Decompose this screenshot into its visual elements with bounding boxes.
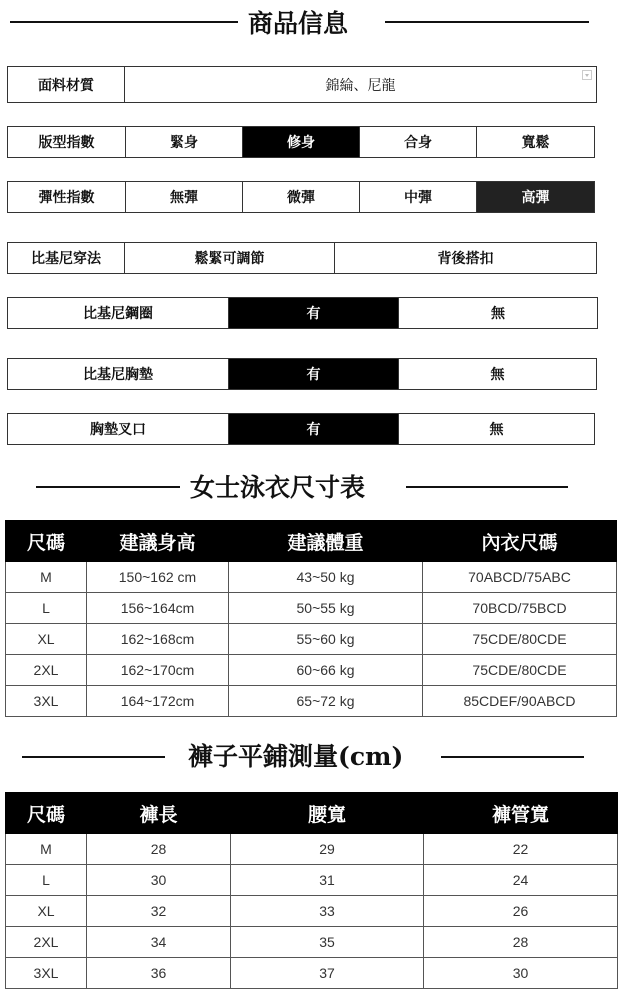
table-cell: 162~170cm [87, 655, 229, 686]
material-label: 面料材質 [8, 67, 125, 102]
table-cell: 43~50 kg [229, 562, 423, 593]
table-cell: 2XL [6, 927, 87, 958]
table-cell: 36 [87, 958, 231, 989]
table-cell: 164~172cm [87, 686, 229, 717]
bikini-pad-row [7, 358, 597, 390]
table-cell: 162~168cm [87, 624, 229, 655]
elasticity-option-medium: 中彈 [360, 182, 477, 212]
table-row [6, 927, 618, 958]
table-cell: 34 [87, 927, 231, 958]
fit-option-tight: 緊身 [126, 127, 243, 157]
elasticity-row [7, 181, 595, 213]
fit-option-loose: 寬鬆 [521, 135, 550, 151]
size-header-height: 建議身高 [87, 521, 229, 562]
heading-rule-right [441, 756, 584, 758]
pants-header-leg: 褲管寬 [424, 793, 618, 834]
table-cell: 3XL [6, 686, 87, 717]
table-cell: 2XL [6, 655, 87, 686]
table-cell: 156~164cm [87, 593, 229, 624]
table-cell: 60~66 kg [229, 655, 423, 686]
fit-label: 版型指數 [8, 127, 126, 157]
table-cell: L [6, 865, 87, 896]
table-cell: 33 [231, 896, 424, 927]
table-row [6, 655, 617, 686]
table-cell: 28 [424, 927, 618, 958]
pants-header-waist: 腰寬 [231, 793, 424, 834]
elasticity-option-none: 無彈 [126, 182, 243, 212]
pants-chart-heading [0, 730, 629, 776]
elasticity-label: 彈性指數 [8, 182, 126, 212]
size-header-size: 尺碼 [6, 521, 87, 562]
pants-chart-title: 褲子平鋪測量(cm) [188, 742, 404, 771]
pants-table [5, 792, 618, 989]
heading-rule-right [385, 21, 589, 23]
heading-rule-right [406, 486, 568, 488]
material-row [7, 66, 597, 103]
table-row [6, 593, 617, 624]
bikini-wire-option-no: 無 [491, 306, 505, 322]
pad-pocket-option-no: 無 [489, 422, 504, 438]
pants-header-length: 褲長 [87, 793, 231, 834]
table-row [6, 562, 617, 593]
fit-row [7, 126, 595, 158]
table-cell: 70ABCD/75ABC [423, 562, 617, 593]
fit-option-slim: 修身 [243, 127, 360, 157]
table-cell: 35 [231, 927, 424, 958]
dropdown-arrow-icon [582, 70, 592, 80]
table-cell: 3XL [6, 958, 87, 989]
table-cell: 30 [87, 865, 231, 896]
table-row [6, 686, 617, 717]
size-table-header [6, 521, 617, 562]
heading-rule-left [22, 756, 165, 758]
size-header-bra: 內衣尺碼 [423, 521, 617, 562]
bikini-pad-option-yes: 有 [229, 359, 399, 389]
pants-table-header [6, 793, 618, 834]
size-chart-heading [0, 462, 629, 506]
size-header-weight: 建議體重 [229, 521, 423, 562]
table-cell: 24 [424, 865, 618, 896]
size-table [5, 520, 617, 717]
table-cell: 70BCD/75BCD [423, 593, 617, 624]
table-row [6, 624, 617, 655]
bikini-wire-row [7, 297, 598, 329]
table-cell: 29 [231, 834, 424, 865]
table-cell: 55~60 kg [229, 624, 423, 655]
table-cell: 32 [87, 896, 231, 927]
heading-rule-left [36, 486, 180, 488]
material-value-text: 錦綸、尼龍 [325, 77, 396, 94]
table-cell: 85CDEF/90ABCD [423, 686, 617, 717]
bikini-wire-option-yes: 有 [229, 298, 399, 328]
elasticity-option-high: 高彈 [477, 182, 594, 212]
table-row [6, 958, 618, 989]
pants-header-size: 尺碼 [6, 793, 87, 834]
bikini-wear-row [7, 242, 597, 274]
bikini-wear-option-back-clasp: 背後搭扣 [437, 251, 494, 267]
size-chart-title: 女士泳衣尺寸表 [190, 473, 366, 502]
table-cell: XL [6, 624, 87, 655]
table-cell: M [6, 834, 87, 865]
bikini-wire-label: 比基尼鋼圈 [8, 298, 229, 328]
bikini-pad-option-no: 無 [490, 367, 505, 383]
material-value [125, 67, 596, 102]
bikini-wear-label: 比基尼穿法 [8, 243, 125, 273]
table-cell: 150~162 cm [87, 562, 229, 593]
table-cell: M [6, 562, 87, 593]
table-cell: 31 [231, 865, 424, 896]
pad-pocket-option-yes: 有 [229, 414, 399, 444]
table-cell: XL [6, 896, 87, 927]
pad-pocket-row [7, 413, 595, 445]
product-info-title: 商品信息 [248, 9, 349, 38]
product-info-heading [0, 0, 629, 44]
table-row [6, 865, 618, 896]
heading-rule-left [10, 21, 238, 23]
bikini-pad-label: 比基尼胸墊 [8, 359, 229, 389]
elasticity-option-slight: 微彈 [243, 182, 360, 212]
table-cell: 30 [424, 958, 618, 989]
table-cell: 50~55 kg [229, 593, 423, 624]
table-cell: 65~72 kg [229, 686, 423, 717]
table-cell: 37 [231, 958, 424, 989]
table-row [6, 896, 618, 927]
table-cell: 28 [87, 834, 231, 865]
table-cell: 22 [424, 834, 618, 865]
table-cell: 75CDE/80CDE [423, 655, 617, 686]
fit-option-regular: 合身 [360, 127, 477, 157]
table-row [6, 834, 618, 865]
bikini-wear-option-adjustable: 鬆緊可調節 [125, 243, 335, 273]
pad-pocket-label: 胸墊叉口 [8, 414, 229, 444]
table-cell: L [6, 593, 87, 624]
table-cell: 75CDE/80CDE [423, 624, 617, 655]
table-cell: 26 [424, 896, 618, 927]
